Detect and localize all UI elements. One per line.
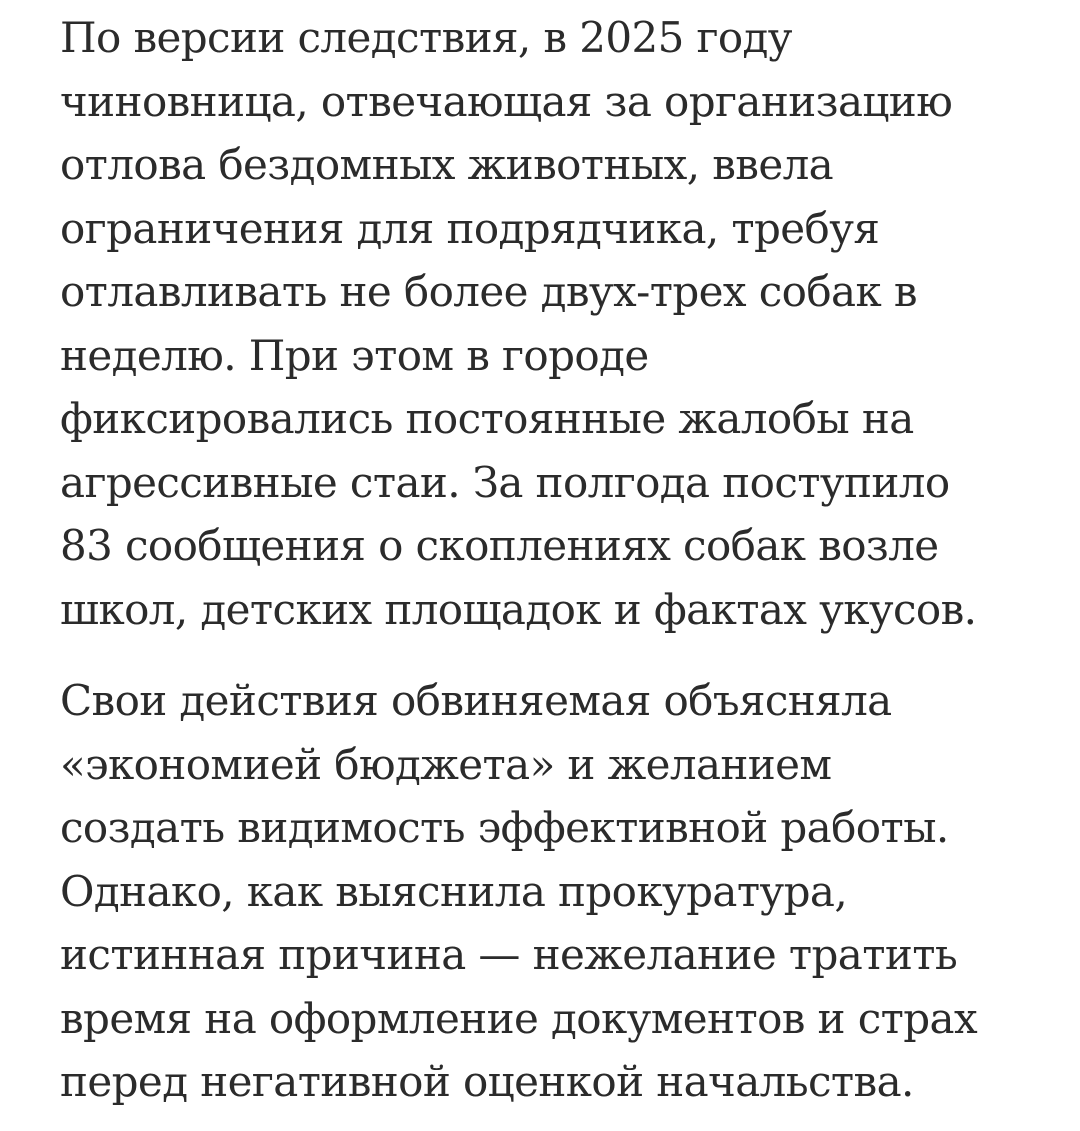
paragraph-2 xyxy=(60,669,1060,1114)
text-line: ограничения для подрядчика, требуя xyxy=(60,203,880,253)
text-line: чиновница, отвечающая за организацию xyxy=(60,76,953,126)
text-line: создать видимость эффективной работы. xyxy=(60,803,949,852)
text-line: «экономией бюджета» и желанием xyxy=(60,739,832,789)
text-line: агрессивные стаи. За полгода поступило xyxy=(60,457,950,507)
text-line: школ, детских площадок и фактах укусов. xyxy=(60,584,977,634)
text-line: отлова бездомных животных, ввела xyxy=(60,140,834,189)
text-line: истинная причина — нежелание тратить xyxy=(60,930,958,979)
text-line: перед негативной оценкой начальства. xyxy=(60,1057,914,1106)
text-line: отлавливать не более двух-трех собак в xyxy=(60,267,917,316)
paragraph-1 xyxy=(60,6,1060,641)
text-line: неделю. При этом в городе xyxy=(60,330,649,380)
article-body xyxy=(60,6,1060,1114)
text-line: Свои действия обвиняемая объясняла xyxy=(60,676,892,725)
text-line: фиксировались постоянные жалобы на xyxy=(60,394,914,443)
text-line: время на оформление документов и страх xyxy=(60,993,978,1043)
text-line: По версии следствия, в 2025 году xyxy=(60,13,792,62)
text-line: 83 сообщения о скоплениях собак возле xyxy=(60,521,939,570)
text-line: Однако, как выяснила прокуратура, xyxy=(60,866,848,916)
